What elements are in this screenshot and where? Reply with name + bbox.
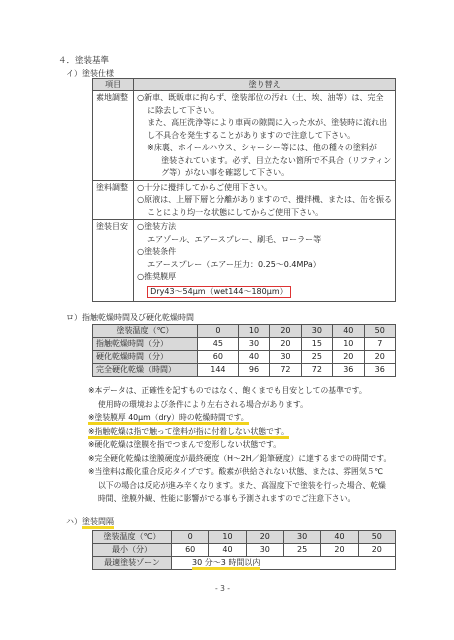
value-cell: 96 xyxy=(238,364,269,377)
drying-time-table xyxy=(92,324,396,377)
value-cell: 30 xyxy=(238,338,269,351)
subsection-drying-title: ロ）指触乾燥時間及び硬化乾燥時間 xyxy=(66,313,194,322)
spec-row-label: 素地調整 xyxy=(93,91,134,181)
value-cell: 60 xyxy=(198,351,239,364)
temp-cell: 40 xyxy=(333,325,364,338)
spec-line: エアゾール、エアースプレー、刷毛、ローラー等 xyxy=(147,234,322,244)
temp-cell: 20 xyxy=(246,531,283,544)
row-label: 最適塗装ゾーン xyxy=(93,557,172,570)
temp-cell: 30 xyxy=(283,531,320,544)
spec-line: に除去して下さい。 xyxy=(147,105,220,115)
row-label: 硬化乾燥時間（分） xyxy=(93,351,198,364)
interval-table xyxy=(92,530,396,570)
row-label: 指触乾燥時間（分） xyxy=(93,338,198,351)
spec-line: ことにより均一な状態にしてからご使用下さい。 xyxy=(147,207,324,217)
spec-line: ○推奨膜厚 xyxy=(137,272,177,281)
spec-col-item: 項目 xyxy=(93,79,134,91)
note-line: ※完全硬化乾燥は塗膜硬度が最終硬度（H～2H／鉛筆硬度）に達するまでの時間です。 xyxy=(88,453,392,463)
value-cell: 30 xyxy=(246,544,283,557)
note-line: ※本データは、正確性を記すものではなく、飽くまでも目安としての基準です。 xyxy=(88,386,367,395)
spec-row-content xyxy=(134,220,396,302)
spec-line: グ等）がない事を確認して下さい。 xyxy=(161,168,290,177)
value-cell: 40 xyxy=(209,544,246,557)
spec-table xyxy=(92,78,396,302)
value-cell: 20 xyxy=(333,351,364,364)
highlighted-note: ※塗装膜厚 40μm（dry）時の乾燥時間です。 xyxy=(88,413,249,425)
temp-cell: 50 xyxy=(358,531,395,544)
value-cell: 20 xyxy=(270,338,301,351)
spec-row-content xyxy=(134,91,396,181)
drying-header-label: 塗装温度（℃） xyxy=(93,325,198,338)
spec-line: 塗装されています。必ず、目立たない箇所で不具合（リフティン xyxy=(161,155,392,165)
notes-block xyxy=(88,384,391,506)
value-cell: 20 xyxy=(321,544,358,557)
zone-cell xyxy=(172,557,396,570)
interval-title-highlight: 塗装間隔 xyxy=(82,517,114,529)
note-line xyxy=(88,411,391,425)
section-prefix: ハ） xyxy=(66,517,82,526)
spec-row-label: 塗料調整 xyxy=(93,180,134,220)
subsection-interval-title xyxy=(66,516,114,527)
note-line: 以下の場合は反応が進み辛くなります。また、高湿度下で塗装を行った場合、乾燥 xyxy=(98,480,386,490)
note-line xyxy=(88,425,391,439)
value-cell: 72 xyxy=(270,364,301,377)
value-cell: 144 xyxy=(198,364,239,377)
value-cell: 25 xyxy=(301,351,332,364)
temp-cell: 10 xyxy=(238,325,269,338)
spec-col-repaint: 塗り替え xyxy=(134,79,396,91)
spec-line: ○原液は、上層下層と分離がありますので、攪拌機、または、缶を振る xyxy=(137,195,392,204)
page-number: - 3 - xyxy=(215,584,230,593)
highlighted-note: ※指触乾燥は指で触って塗料が指に付着しない状態です。 xyxy=(88,427,289,439)
section-heading: ４．塗装基準 xyxy=(58,56,110,66)
temp-cell: 20 xyxy=(270,325,301,338)
temp-cell: 0 xyxy=(198,325,239,338)
spec-line: また、高圧洗浄等により車両の隙間に入った水が、塗装時に流れ出 xyxy=(147,118,388,127)
spec-row-label: 塗装目安 xyxy=(93,220,134,302)
value-cell: 36 xyxy=(333,364,364,377)
value-cell: 10 xyxy=(333,338,364,351)
value-cell: 20 xyxy=(358,544,395,557)
temp-cell: 0 xyxy=(172,531,209,544)
value-cell: 60 xyxy=(172,544,209,557)
row-label: 完全硬化乾燥（時間） xyxy=(93,364,198,377)
interval-header-label: 塗装温度（℃） xyxy=(93,531,172,544)
highlight-box: Dry43～54μm（wet144～180μm） xyxy=(147,286,290,298)
value-cell: 25 xyxy=(283,544,320,557)
spec-line: ○十分に攪拌してからご使用下さい。 xyxy=(137,182,273,192)
spec-line: エアースプレー（エアー圧力：0.25～0.4MPa） xyxy=(147,259,321,269)
spec-line: ※床裏、ホイールハウス、シャーシー等には、他の種々の塗料が xyxy=(147,143,377,152)
note-line: ※硬化乾燥は塗膜を指でつまんで変形しない状態です。 xyxy=(88,440,282,449)
value-cell: 36 xyxy=(364,364,395,377)
note-line: 使用時の環境および条件により左右される場合があります。 xyxy=(98,399,308,409)
value-cell: 15 xyxy=(301,338,332,351)
value-cell: 7 xyxy=(364,338,395,351)
value-cell: 40 xyxy=(238,351,269,364)
note-line: 時間、塗膜外観、性能に影響がでる事も予測されますのでご注意下さい。 xyxy=(98,494,356,503)
spec-line: ○塗装方法 xyxy=(137,222,177,231)
subsection-spec-title: イ）塗装仕様 xyxy=(66,69,114,78)
spec-line: ○新車、既販車に拘らず、塗装部位の汚れ（土、埃、油等）は、完全 xyxy=(137,93,384,102)
value-cell: 72 xyxy=(301,364,332,377)
temp-cell: 30 xyxy=(301,325,332,338)
temp-cell: 40 xyxy=(321,531,358,544)
film-thickness-line xyxy=(137,286,392,299)
value-cell: 20 xyxy=(364,351,395,364)
optimal-zone-value: 30 分～3 時間以内 xyxy=(192,558,260,570)
spec-line: し不具合を発生することがありますので注意して下さい。 xyxy=(147,130,356,140)
temp-cell: 50 xyxy=(364,325,395,338)
note-line: ※当塗料は酸化重合反応タイプです。酸素が供給されない状態、または、雰囲気５℃ xyxy=(88,467,384,476)
value-cell: 30 xyxy=(270,351,301,364)
value-cell: 45 xyxy=(198,338,239,351)
row-label: 最小（分） xyxy=(93,544,172,557)
spec-line: ○塗装条件 xyxy=(137,247,177,256)
spec-row-content xyxy=(134,180,396,220)
temp-cell: 10 xyxy=(209,531,246,544)
